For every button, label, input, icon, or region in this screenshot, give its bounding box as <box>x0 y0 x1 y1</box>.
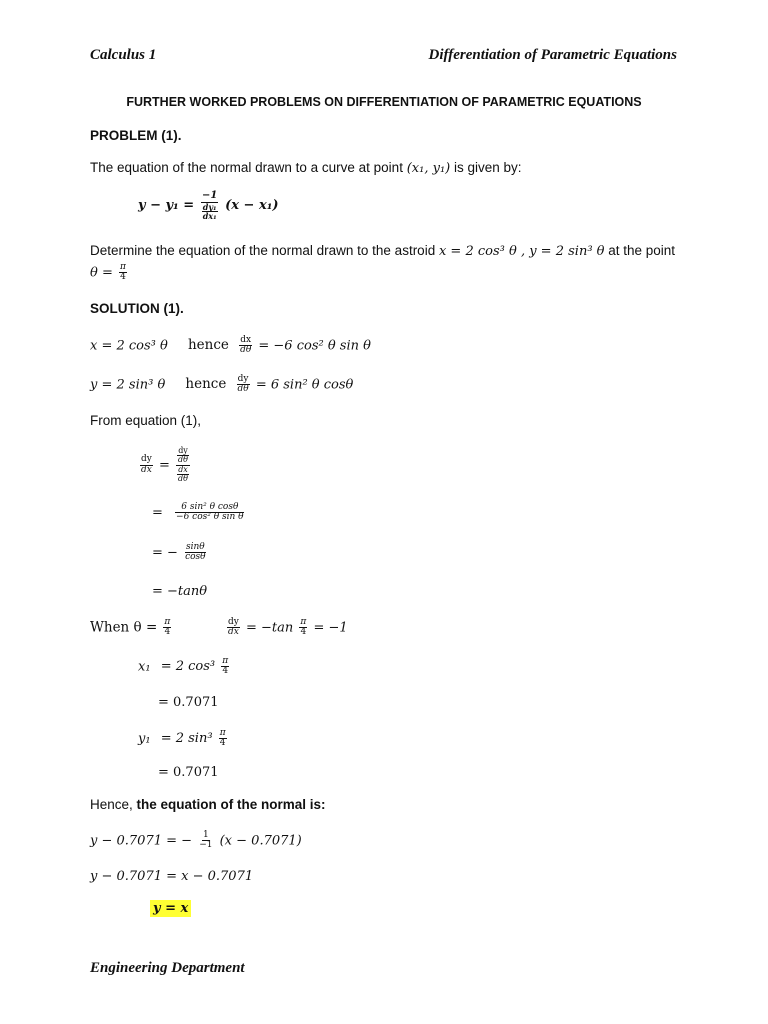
intro-point: (x₁, y₁) <box>406 161 451 176</box>
pi-over-four <box>119 263 127 283</box>
substitution-den: −6 cos² θ sin θ <box>176 512 244 523</box>
x1-value: = 0.7071 <box>158 695 219 710</box>
when-label: When θ = <box>90 619 158 636</box>
header-right: Differentiation of Parametric Equations <box>428 47 677 63</box>
neg-equals: = − <box>152 545 178 561</box>
sin: sinθ <box>185 542 205 552</box>
formula-lhs: y − y₁ = <box>138 198 195 214</box>
hence-label: hence <box>185 376 227 393</box>
pi: π <box>164 617 171 627</box>
sin-over-cos <box>184 543 207 563</box>
normal-step-2: y − 0.7071 = x − 0.7071 <box>90 869 254 884</box>
pi: π <box>300 617 307 627</box>
equals: = <box>152 505 163 521</box>
slope-value <box>225 618 348 638</box>
solution-line-x <box>90 336 371 356</box>
pi: π <box>120 262 126 272</box>
hence-bold: the equation of the normal is: <box>136 797 326 812</box>
dy: dy <box>228 617 239 627</box>
statement-theta-label: θ = <box>90 265 113 281</box>
ratio-num <box>176 447 190 466</box>
x-definition: x = 2 cos³ θ <box>90 338 168 354</box>
y1-lhs: y₁ <box>138 731 151 747</box>
dx-dtheta-inner <box>177 466 189 484</box>
neg-tan: = −tan <box>246 620 294 636</box>
dtheta: dθ <box>178 474 188 484</box>
pi-over-four <box>163 618 171 638</box>
step-substitution <box>152 503 247 523</box>
one: 1 <box>202 830 209 840</box>
hence-prefix: Hence, <box>90 797 133 812</box>
answer-highlight: y = x <box>150 900 191 917</box>
dy-dtheta-inner <box>177 447 189 465</box>
formula-fraction <box>201 191 219 220</box>
substitution-fraction <box>175 503 245 523</box>
formula-den-den: dx₁ <box>202 210 217 221</box>
four: 4 <box>164 627 171 638</box>
x1-rhs: = 2 cos³ <box>160 659 216 675</box>
formula-den-num: dy₁ <box>202 201 217 212</box>
pi: π <box>219 728 226 738</box>
dtheta: dθ <box>237 384 249 395</box>
intro-end: is given by: <box>454 160 522 175</box>
statement-text-1: Determine the equation of the normal drawn to the astroid <box>90 243 436 258</box>
ratio-den <box>176 466 190 484</box>
dx-result: = −6 cos² θ sin θ <box>258 338 371 354</box>
final1-rhs: (x − 0.7071) <box>219 833 302 849</box>
neg-one: = −1 <box>313 620 348 636</box>
formula-rhs: (x − x₁) <box>225 198 279 214</box>
pi-over-four <box>299 618 307 638</box>
footer: Engineering Department <box>90 960 245 976</box>
problem-statement <box>90 243 675 259</box>
formula-den <box>201 203 219 221</box>
ratio-fraction <box>176 447 190 484</box>
problem-intro <box>90 160 522 176</box>
dy-dx <box>140 455 153 475</box>
statement-theta <box>90 263 129 283</box>
statement-text-2: at the point <box>608 243 676 258</box>
dy-result: = 6 sin² θ cosθ <box>255 377 354 393</box>
cos: cosθ <box>185 552 206 563</box>
equals: = <box>159 457 170 473</box>
statement-astroid: x = 2 cos³ θ , y = 2 sin³ θ <box>438 244 605 259</box>
y1-rhs: = 2 sin³ <box>160 731 213 747</box>
dx: dx <box>228 627 239 638</box>
final-answer <box>150 901 191 916</box>
y1-value: = 0.7071 <box>158 765 219 780</box>
normal-formula <box>138 191 279 220</box>
from-equation: From equation (1), <box>90 413 202 428</box>
dy: dy <box>237 374 249 384</box>
dy: dy <box>178 446 188 455</box>
pi-over-four <box>219 729 227 749</box>
dy: dy <box>141 454 152 465</box>
solution-line-y <box>90 375 353 395</box>
dtheta: dθ <box>178 455 188 465</box>
y1-calc <box>138 729 229 749</box>
formula-num: −1 <box>201 190 218 201</box>
chain-rule <box>138 447 192 484</box>
problem-heading: PROBLEM (1). <box>90 128 182 143</box>
hence-label: hence <box>187 337 229 354</box>
hence-statement <box>90 797 326 812</box>
normal-step-1 <box>90 831 302 851</box>
step-simplify <box>152 543 209 563</box>
step-tan: = −tanθ <box>152 584 208 599</box>
dx-dtheta <box>239 336 252 356</box>
four: 4 <box>222 666 229 677</box>
four: 4 <box>219 738 226 749</box>
x1-lhs: x₁ <box>138 659 151 675</box>
dx: dx <box>141 464 152 475</box>
pi: π <box>222 656 229 666</box>
one-over-neg-one <box>198 831 213 851</box>
x1-calc <box>138 657 231 677</box>
formula-den-fraction <box>202 203 218 221</box>
pi-over-four <box>221 657 229 677</box>
dx: dx <box>178 464 188 474</box>
page-title: FURTHER WORKED PROBLEMS ON DIFFERENTIATION OF PARAMETRIC EQUATIONS <box>126 95 642 109</box>
y-definition: y = 2 sin³ θ <box>90 377 166 393</box>
neg-one: −1 <box>199 840 213 851</box>
dx: dx <box>240 335 252 345</box>
dtheta: dθ <box>240 345 252 356</box>
header-left: Calculus 1 <box>90 47 157 63</box>
solution-heading: SOLUTION (1). <box>90 301 184 316</box>
dy-dtheta <box>237 375 250 395</box>
four: 4 <box>300 627 307 638</box>
dy-dx <box>227 618 240 638</box>
final1-lhs: y − 0.7071 = − <box>90 833 193 849</box>
when-theta <box>90 618 173 638</box>
substitution-num: 6 sin² θ cosθ <box>175 503 244 513</box>
intro-text: The equation of the normal drawn to a curve at point <box>90 160 403 175</box>
four: 4 <box>120 272 126 283</box>
